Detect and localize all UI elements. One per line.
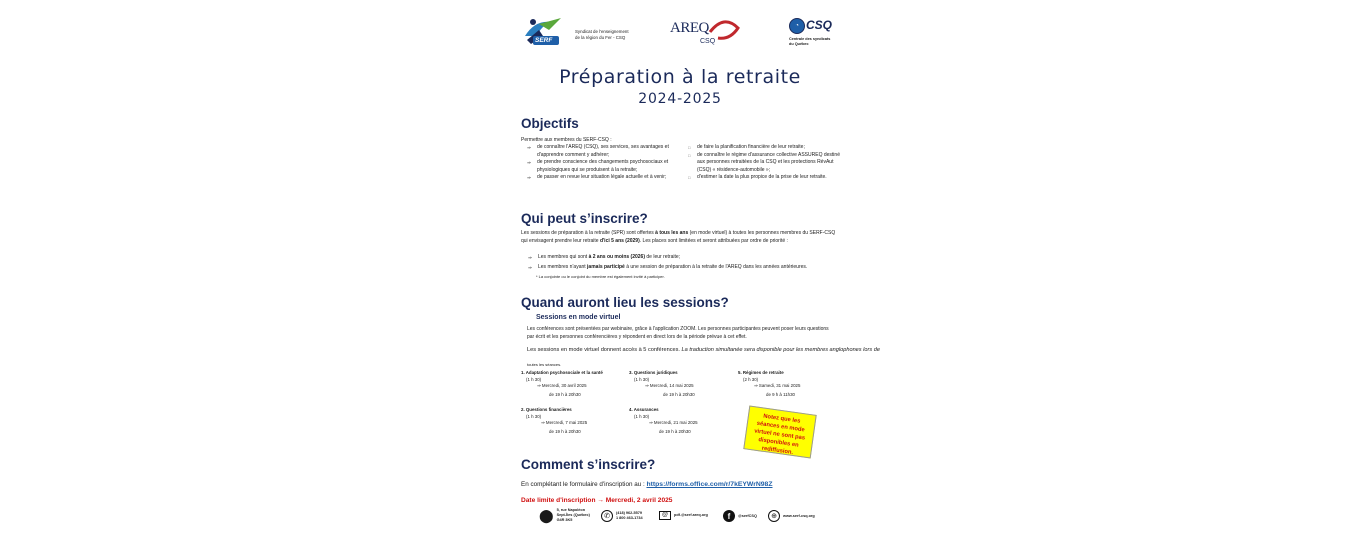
session-2: 2. Questions financières (1 h 30) ⇒ Mercredi, 7 mai 2025 de 19 h à 20h30 — [521, 407, 588, 434]
session-4: 4. Assurances (1 h 30) ⇒ Mercredi, 21 mai 2025 de 19 h à 20h30 — [629, 407, 698, 434]
list-item: ⇒ de connaître l'AREQ (CSQ), ses services, ses avantages et d'apprendre comment y adhérer; — [527, 144, 677, 159]
footer-facebook: f @serfCSQ — [723, 510, 757, 522]
session-1: 1. Adaptation psychosociale et la santé (1 h 30) ⇒ Mercredi, 30 avril 2025 de 19 h à 20h30 — [521, 370, 603, 397]
csq-mark: CSQ — [806, 18, 833, 32]
quand-paragraph-2-end: toutes les séances. — [527, 362, 562, 367]
quand-subheading: Sessions en mode virtuel — [536, 314, 621, 321]
qui-paragraph: Les sessions de préparation à la retraite (SPR) sont offertes à tous les ans (en mode virtuel) à toutes les personnes membres du SERF-CSQ qui envisagent prendre leur retraite d'ici 5 ans (2029). Les places sont limitées et seront attribuées par ordre de priorité : — [521, 230, 836, 244]
csq-globe-icon: ◔ — [789, 18, 805, 34]
arrow-icon: ⇒ — [541, 420, 546, 425]
areq-mark: AREQ — [670, 20, 709, 36]
objectifs-right-list — [688, 144, 840, 182]
objectifs-left-list — [527, 144, 677, 182]
comment-text: En complétant le formulaire d'inscription au : https://forms.office.com/r/7kEYWrN98Z — [521, 481, 773, 488]
list-item: □ de faire la planification financière de leur retraite; — [688, 144, 840, 152]
qui-priority-list — [528, 254, 848, 271]
session-3: 3. Questions juridiques (1 h 30) ⇒ Mercredi, 14 mai 2025 de 19 h à 20h30 — [629, 370, 695, 397]
session-5: 5. Régimes de retraite (2 h 30) ⇒ Samedi, 31 mai 2025 de 9 h à 11h30 — [738, 370, 801, 397]
list-item: ⇒ Les membres n'ayant jamais participé à une session de préparation à la retraite de l'AREQ dans les années antérieures. — [528, 264, 848, 272]
arrow-icon: ⇒ — [649, 420, 654, 425]
csq-logo — [788, 17, 848, 49]
list-item: □ d'estimer la date la plus propice de la prise de leur retraite. — [688, 174, 840, 182]
quand-paragraph-1: Les conférences sont présentées par webinaire, grâce à l'application ZOOM. Les personnes participantes peuvent poser leurs questions par écrit et les personnes conférencières y répondent en direct lors de la période prévue à cet effet. — [527, 326, 829, 340]
csq-line1: Centrale des syndicats — [789, 37, 831, 41]
registration-link[interactable]: https://forms.office.com/r/7kEYWrN98Z — [646, 481, 773, 488]
objectifs-heading: Objectifs — [521, 116, 579, 131]
arrow-icon: ⇒ — [537, 383, 542, 388]
replay-note: Notez que les séances en mode virtuel ne sont pas disponibles en rediffusion. — [743, 405, 816, 458]
qui-heading: Qui peut s’inscrire? — [521, 211, 648, 226]
list-item: □ de connaître le régime d'assurance collective ASSUREQ destiné aux personnes retraitées de la CSQ et les protections RévAut (CSQ) « résidence-automobile »; — [688, 152, 840, 175]
list-item: ⇒ Les membres qui sont à 2 ans ou moins (2026) de leur retraite; — [528, 254, 848, 262]
globe-icon: ⊕ — [768, 510, 780, 522]
quand-paragraph-2: Les sessions en mode virtuel donnent accès à 5 conférences. La traduction simultanée sera disponible pour les membres anglophones lors de — [527, 347, 880, 353]
serf-logo — [521, 16, 651, 48]
quand-heading: Quand auront lieu les sessions? — [521, 295, 729, 310]
arrow-icon: ⇒ — [645, 383, 650, 388]
page-title: Préparation à la retraite — [559, 66, 801, 88]
comment-heading: Comment s’inscrire? — [521, 457, 656, 472]
areq-sub: CSQ — [700, 38, 716, 45]
serf-mark: SERF — [535, 36, 553, 44]
map-pin-icon: ⬤ — [539, 508, 554, 523]
footer-email: @ pdf.@serf.areq.org — [659, 511, 708, 520]
footer-web: ⊕ www.serf-csq.org — [768, 510, 815, 522]
list-item: ⇒ de passer en revue leur situation légale actuelle et à venir; — [527, 174, 677, 182]
arrow-icon: ⇒ — [754, 383, 759, 388]
deadline: Date limite d'inscription → Mercredi, 2 avril 2025 — [521, 497, 673, 504]
objectifs-intro: Permettre aux membres du SERF-CSQ : — [521, 137, 612, 143]
serf-line1: Syndicat de l'enseignement — [575, 29, 629, 34]
csq-line2: du Québec — [789, 42, 809, 46]
mail-icon: @ — [659, 511, 671, 520]
areq-logo — [668, 18, 740, 48]
phone-icon: ✆ — [601, 510, 613, 522]
serf-line2: de la région du Fer - CSQ — [575, 35, 626, 40]
facebook-icon: f — [723, 510, 735, 522]
page-year: 2024-2025 — [638, 91, 722, 107]
footer-address: ⬤ 5, rue Napoléon Sept-Îles (Québec) G4R 3K5 — [539, 508, 590, 523]
footer-phone: ✆ (418) 962-5579 1 800 463-1734 — [601, 510, 643, 522]
qui-footnote: * La conjointe ou le conjoint du membre est également invité à participer. — [536, 274, 665, 279]
list-item: ⇒ de prendre conscience des changements psychosociaux et physiologiques qui se produisent à la retraite; — [527, 159, 677, 174]
